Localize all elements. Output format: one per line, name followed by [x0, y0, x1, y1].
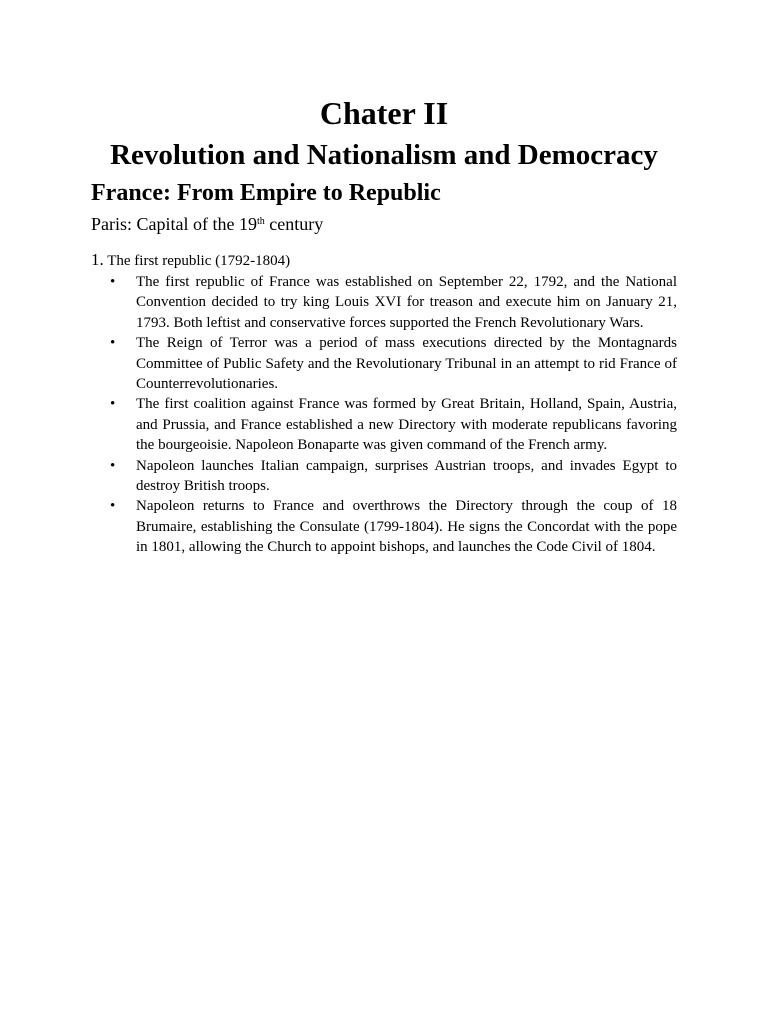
bullet-icon: • [110, 335, 116, 352]
list-item [91, 496, 677, 557]
bullet-icon: • [110, 457, 116, 474]
list-item [91, 394, 677, 455]
bullet-icon: • [110, 396, 116, 413]
list-item-text: The first coalition against France was formed by Great Britain, Holland, Spain, Austria, and Prussia, and France established a new Directory with moderate republicans favoring the bourgeoisie. Napoleon Bonaparte was given command of the French army. [136, 396, 677, 454]
list-item-text: The Reign of Terror was a period of mass executions directed by the Montagnards Committee of Public Safety and the Revolutionary Tribunal in an attempt to rid France of Counterrevolutionaries. [136, 335, 677, 393]
list-item [91, 272, 677, 333]
list-item [91, 333, 677, 394]
subheading-suffix: century [264, 214, 324, 234]
subheading [91, 212, 323, 236]
section-number: 1. [91, 250, 104, 269]
list-item-text: Napoleon launches Italian campaign, surprises Austrian troops, and invades Egypt to destroy British troops. [136, 457, 677, 495]
list-item [91, 456, 677, 497]
subheading-prefix: Paris: Capital of the 19 [91, 214, 257, 234]
subheading-superscript: th [256, 216, 265, 227]
section-title: The first republic (1792-1804) [107, 253, 291, 269]
chapter-title: Chater II [319, 95, 449, 131]
section-heading-main: France: From Empire to Republic [91, 180, 441, 206]
bullet-list [91, 272, 677, 558]
numbered-section-heading [91, 250, 290, 271]
chapter-subtitle: Revolution and Nationalism and Democracy [110, 139, 658, 171]
bullet-icon: • [110, 274, 116, 290]
list-item-text: The first republic of France was established on September 22, 1792, and the National Convention decided to try king Louis XVI for treason and execute him on January 21, 1793. Both leftist and conservative forces supported the French Revolutionary Wars. [136, 274, 677, 331]
list-item-text: Napoleon returns to France and overthrows the Directory through the coup of 18 Brumaire, establishing the Consulate (1799-1804). He signs the Concordat with the pope in 1801, allowing the Church to appoint bishops, and launches the Code Civil of 1804. [136, 498, 677, 556]
bullet-icon: • [110, 498, 116, 515]
